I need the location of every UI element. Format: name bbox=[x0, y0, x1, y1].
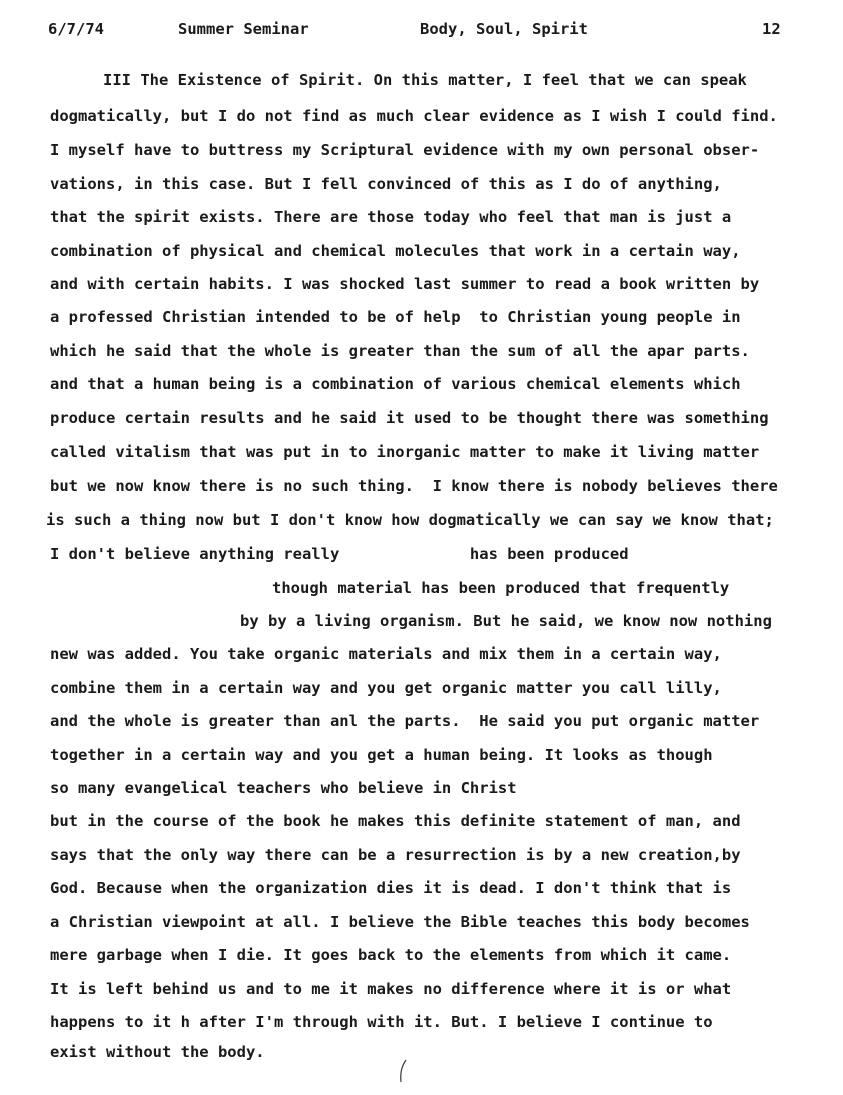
header-date: 6/7/74 bbox=[48, 20, 104, 38]
text-line: by by a living organism. But he said, we know now nothing bbox=[240, 612, 772, 630]
text-line: a professed Christian intended to be of help to Christian young people in bbox=[50, 308, 741, 326]
text-line: I don't believe anything really has been produced bbox=[50, 545, 629, 563]
text-line: is such a thing now but I don't know how dogmatically we can say we know that; bbox=[46, 511, 774, 529]
text-line: produce certain results and he said it used to be thought there was something bbox=[50, 409, 769, 427]
text-line: mere garbage when I die. It goes back to the elements from which it came. bbox=[50, 946, 732, 964]
text-line: combine them in a certain way and you get organic matter you call lilly, bbox=[50, 679, 722, 697]
header-seminar: Summer Seminar bbox=[178, 20, 309, 38]
text-line: though material has been produced that frequently bbox=[272, 579, 730, 597]
text-line: called vitalism that was put in to inorganic matter to make it living matter bbox=[50, 443, 760, 461]
text-line: but we now know there is no such thing. I know there is nobody believes there bbox=[50, 477, 778, 495]
text-line: says that the only way there can be a resurrection is by a new creation,by bbox=[50, 846, 741, 864]
text-line: It is left behind us and to me it makes no difference where it is or what bbox=[50, 980, 732, 998]
text-line: but in the course of the book he makes this definite statement of man, and bbox=[50, 812, 741, 830]
text-line: combination of physical and chemical molecules that work in a certain way, bbox=[50, 242, 741, 260]
header-topic: Body, Soul, Spirit bbox=[420, 20, 588, 38]
text-line: vations, in this case. But I fell convinced of this as I do of anything, bbox=[50, 175, 722, 193]
text-line: new was added. You take organic materials and mix them in a certain way, bbox=[50, 645, 722, 663]
text-line: together in a certain way and you get a human being. It looks as though bbox=[50, 746, 713, 764]
text-line: which he said that the whole is greater than the sum of all the apar parts. bbox=[50, 342, 750, 360]
text-line: I myself have to buttress my Scriptural evidence with my own personal obser- bbox=[50, 141, 760, 159]
text-line: and that a human being is a combination of various chemical elements which bbox=[50, 375, 741, 393]
text-line: happens to it h after I'm through with it. But. I believe I continue to bbox=[50, 1013, 713, 1031]
header-page-number: 12 bbox=[762, 20, 781, 38]
text-line: that the spirit exists. There are those today who feel that man is just a bbox=[50, 208, 732, 226]
text-line: and the whole is greater than anl the parts. He said you put organic matter bbox=[50, 712, 760, 730]
text-line: exist without the body. bbox=[50, 1043, 265, 1061]
text-line: God. Because when the organization dies it is dead. I don't think that is bbox=[50, 879, 732, 897]
text-line: and with certain habits. I was shocked last summer to read a book written by bbox=[50, 275, 760, 293]
text-line: III The Existence of Spirit. On this matter, I feel that we can speak bbox=[103, 71, 747, 89]
stray-pen-mark-icon bbox=[396, 1058, 410, 1084]
text-line: so many evangelical teachers who believe in Christ bbox=[50, 779, 517, 797]
text-line: dogmatically, but I do not find as much clear evidence as I wish I could find. bbox=[50, 107, 778, 125]
text-line: a Christian viewpoint at all. I believe the Bible teaches this body becomes bbox=[50, 913, 750, 931]
